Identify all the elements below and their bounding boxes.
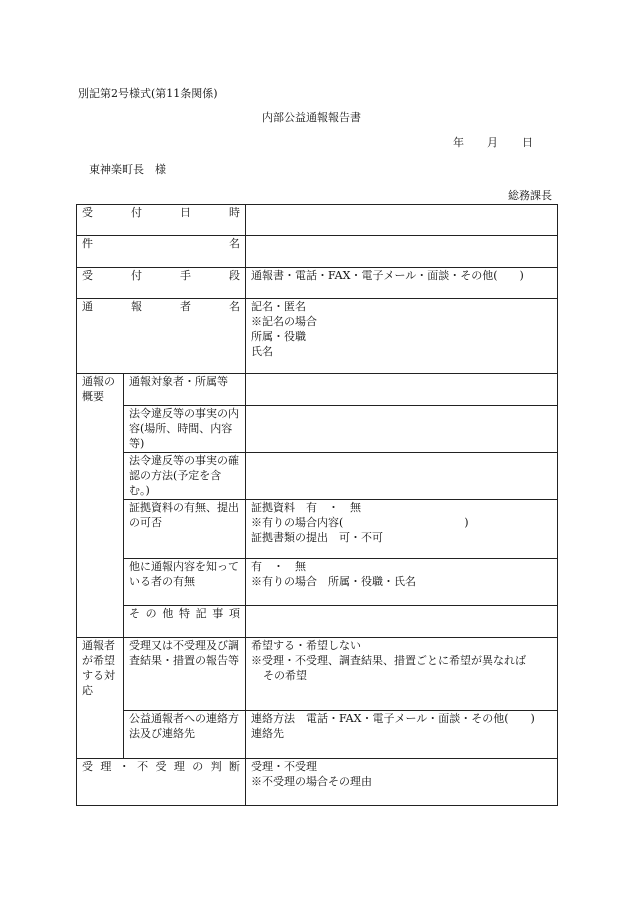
addressee: 東神楽町長 様: [89, 163, 166, 176]
form-id: 別記第2号様式(第11条関係): [78, 87, 218, 100]
label-char: 項: [228, 607, 240, 620]
row-acceptance-judgement: [77, 759, 558, 806]
label-char: 件: [82, 237, 93, 250]
label-char: の: [192, 760, 204, 773]
label-char: 理: [100, 760, 112, 773]
label-char: 受: [82, 269, 93, 282]
overview-others-label-text: 他に通報内容を知っている者の有無: [129, 560, 239, 588]
label-char: 事: [212, 607, 224, 620]
label-char: 名: [229, 300, 240, 313]
overview-facts-field[interactable]: [246, 406, 558, 453]
overview-evidence-field[interactable]: [246, 500, 558, 559]
wish-yes-no: 希望する・希望しない: [251, 639, 361, 652]
label-char: 不: [137, 760, 149, 773]
label-char: 特: [178, 607, 190, 620]
row-overview-evidence: [77, 500, 558, 559]
overview-others-field[interactable]: [246, 559, 558, 606]
document-title: 内部公益通報報告書: [262, 111, 361, 124]
label-char: そ: [129, 607, 140, 620]
evidence-submission: 証拠書類の提出 可・不可: [251, 531, 383, 544]
department: 総務課長: [508, 189, 552, 202]
label-char: 通: [82, 300, 93, 313]
accept-reject-option: 受理・不受理: [251, 760, 317, 773]
acceptance-judgement-label: [77, 759, 246, 806]
overview-special-label: [124, 606, 246, 638]
wish-result-notice-label-text: 受理又は不受理及び調査結果・措置の報告等: [129, 639, 239, 667]
label-char: 判: [210, 760, 222, 773]
label-char: 受: [82, 206, 93, 219]
overview-facts-label-text: 法令違反等の事実の内容(場所、時間、内容等): [129, 407, 239, 450]
overview-target-label-text: 通報対象者・所属等: [129, 375, 228, 388]
wish-result-notice-label: [124, 638, 246, 711]
overview-target-label: [124, 374, 246, 406]
wish-contact-label: [124, 711, 246, 759]
date-month: 月: [487, 136, 498, 149]
report-form-table: [76, 204, 558, 806]
overview-group-label: [77, 374, 124, 638]
label-char: 他: [162, 607, 174, 620]
reception-means-field[interactable]: [246, 268, 558, 299]
label-char: 手: [180, 269, 191, 282]
overview-special-field[interactable]: [246, 606, 558, 638]
named-case-note: ※記名の場合: [251, 315, 317, 328]
named-anonymous-option: 記名・匿名: [251, 300, 306, 313]
overview-others-label: [124, 559, 246, 606]
overview-label-text: 通報の概要: [82, 375, 115, 403]
label-char: 段: [229, 269, 240, 282]
overview-method-label-text: 法令違反等の事実の確認の方法(予定を含む。): [129, 454, 239, 497]
wish-label-text: 通報者が希望する対応: [82, 639, 115, 697]
wish-different-note: ※受理・不受理、調査結果、措置ごとに希望が異なれば: [251, 654, 526, 667]
label-char: 日: [180, 206, 191, 219]
evidence-yes-no: 証拠資料 有 ・ 無: [251, 501, 361, 514]
date-day: 日: [522, 136, 533, 149]
row-subject: [77, 236, 558, 268]
label-char: 理: [173, 760, 185, 773]
label-char: 付: [131, 269, 142, 282]
label-char: 受: [155, 760, 167, 773]
overview-method-label: [124, 453, 246, 500]
row-overview-method: [77, 453, 558, 500]
contact-address-label: 連絡先: [251, 727, 284, 740]
whistleblower-name-field[interactable]: [246, 299, 558, 374]
reception-means-options: 通報書・電話・FAX・電子メール・面談・その他( ): [251, 269, 524, 282]
label-char: 時: [229, 206, 240, 219]
row-wish-contact: [77, 711, 558, 759]
row-whistleblower-name: [77, 299, 558, 374]
acceptance-judgement-field[interactable]: [246, 759, 558, 806]
subject-field[interactable]: [246, 236, 558, 268]
wish-group-label: [77, 638, 124, 759]
others-detail-note: ※有りの場合 所属・役職・氏名: [251, 575, 416, 588]
label-char: 付: [131, 206, 142, 219]
label-char: ・: [118, 760, 130, 773]
row-overview-special: [77, 606, 558, 638]
row-overview-target: [77, 374, 558, 406]
label-char: 名: [229, 237, 240, 250]
row-overview-others: [77, 559, 558, 606]
label-char: の: [145, 607, 157, 620]
label-char: 断: [229, 760, 240, 773]
date-year: 年: [453, 136, 464, 149]
label-char: 受: [82, 760, 93, 773]
reception-datetime-field[interactable]: [246, 205, 558, 236]
overview-target-field[interactable]: [246, 374, 558, 406]
row-wish-result-notice: [77, 638, 558, 711]
contact-method-options: 連絡方法 電話・FAX・電子メール・面談・その他( ): [251, 712, 535, 725]
reception-datetime-label: [77, 205, 246, 236]
reject-reason-label: ※不受理の場合その理由: [251, 775, 372, 788]
row-reception-means: [77, 268, 558, 299]
label-char: 報: [131, 300, 142, 313]
label-char: 記: [195, 607, 207, 620]
overview-evidence-label-text: 証拠資料の有無、提出の可否: [129, 501, 239, 529]
evidence-content-note: ※有りの場合内容( ): [251, 516, 469, 529]
wish-contact-field[interactable]: [246, 711, 558, 759]
label-char: 者: [180, 300, 191, 313]
row-reception-datetime: [77, 205, 558, 236]
row-overview-facts: [77, 406, 558, 453]
whistleblower-name-label: [77, 299, 246, 374]
wish-result-notice-field[interactable]: [246, 638, 558, 711]
overview-facts-label: [124, 406, 246, 453]
others-yes-no: 有 ・ 無: [251, 560, 306, 573]
wish-contact-label-text: 公益通報者への連絡方法及び連絡先: [129, 712, 239, 740]
overview-method-field[interactable]: [246, 453, 558, 500]
reception-means-label: [77, 268, 246, 299]
full-name-label: 氏名: [251, 345, 273, 358]
subject-label: [77, 236, 246, 268]
wish-preference: その希望: [263, 669, 307, 682]
overview-evidence-label: [124, 500, 246, 559]
affiliation-position-label: 所属・役職: [251, 330, 306, 343]
